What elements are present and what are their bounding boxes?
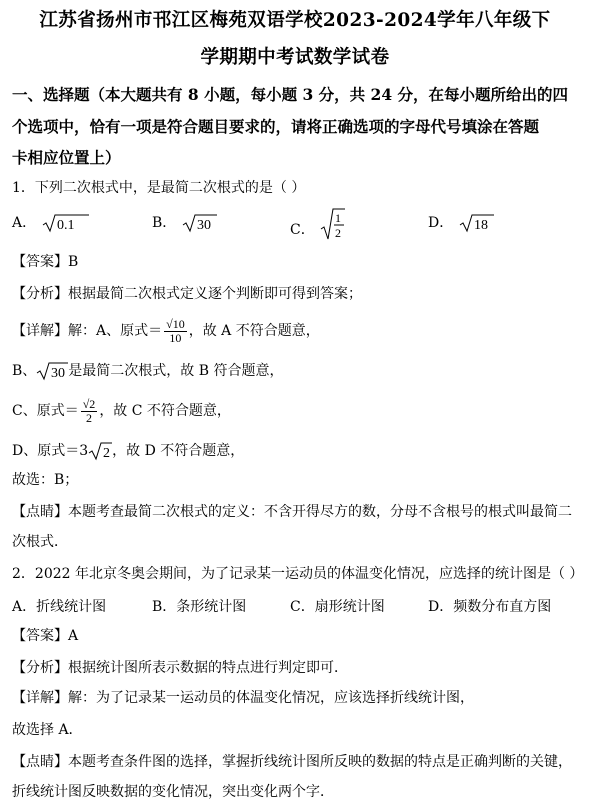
- page-title: 江苏省扬州市邗江区梅苑双语学校2023-2024学年八年级下: [39, 10, 551, 31]
- radical-sign-icon: [41, 212, 89, 234]
- option-a: [12, 596, 106, 616]
- option-b-radicand: 30: [196, 218, 211, 233]
- detail-b-suffix: 是最简二次根式，故 B 符合题意，: [68, 363, 284, 379]
- radical-sign-icon: [88, 440, 112, 462]
- option-b: [152, 596, 246, 616]
- option-d-radicand: 18: [473, 218, 488, 233]
- option-d: [428, 212, 494, 234]
- question-1-detail-b: [12, 360, 284, 382]
- question-2-comment-line2: 折线统计图反映数据的变化情况，突出变化两个字．: [12, 784, 334, 800]
- option-c: [290, 206, 345, 242]
- option-letter: C．: [290, 599, 315, 615]
- detail-a-suffix: ，故 A 不符合题意，: [188, 323, 320, 339]
- radical-sign-icon: [458, 212, 494, 234]
- option-text: 扇形统计图: [314, 599, 385, 615]
- radical-fraction-icon: [319, 206, 345, 242]
- question-1-stem: 1．下列二次根式中，是最简二次根式的是（ ）: [12, 180, 306, 196]
- question-2-choice: 故选择 A．: [12, 722, 83, 738]
- fraction-denominator: 10: [169, 330, 182, 345]
- fraction-numerator: √2: [82, 396, 96, 411]
- option-letter: D．: [428, 599, 454, 615]
- option-c-numerator: 1: [335, 211, 342, 225]
- fraction-denominator: 2: [86, 410, 93, 425]
- option-d: [428, 596, 551, 616]
- option-letter: C．: [290, 222, 315, 238]
- question-1-choice: 故选：B；: [12, 472, 79, 488]
- question-2-stem: 2．2022 年北京冬奥会期间，为了记录某一运动员的体温变化情况，应选择的统计图是（ ）: [12, 566, 584, 582]
- detail-c-suffix: ，故 C 不符合题意，: [99, 403, 231, 419]
- detail-d-suffix: ，故 D 不符合题意，: [112, 443, 245, 459]
- detail-d-radicand: 2: [103, 446, 111, 461]
- option-text: 折线统计图: [36, 599, 107, 615]
- question-1-detail-d: [12, 440, 244, 462]
- fraction: [81, 398, 98, 425]
- radical-sign-icon: [36, 360, 68, 382]
- question-2-detail: 【详解】解：为了记录某一运动员的体温变化情况，应该选择折线统计图，: [12, 690, 474, 706]
- option-a-radicand: 0.1: [56, 218, 75, 233]
- question-1-comment-line2: 次根式．: [12, 534, 68, 550]
- question-2-options: [12, 596, 582, 618]
- option-c: [290, 596, 385, 616]
- option-text: 频数分布直方图: [453, 599, 552, 615]
- section-heading-line3: 卡相应位置上）: [12, 148, 121, 167]
- option-letter: A．: [12, 215, 37, 231]
- question-2-comment-line1: 【点睛】本题考查条件图的选择，掌握折线统计图所反映的数据的特点是正确判断的关键，: [12, 754, 572, 770]
- detail-b-prefix: B、: [12, 363, 37, 379]
- question-2-answer: 【答案】A: [12, 628, 79, 644]
- question-1-comment-line1: 【点睛】本题考查最简二次根式的定义：不含开得尽方的数，分母不含根号的根式叫最简二: [12, 504, 572, 520]
- detail-d-prefix: D、原式＝3: [12, 443, 89, 459]
- option-letter: B．: [152, 599, 177, 615]
- question-2-analysis: 【分析】根据统计图所表示数据的特点进行判定即可．: [12, 660, 348, 676]
- detail-b-radicand: 30: [51, 366, 66, 381]
- section-heading-line1: 一、选择题（本大题共有 8 小题，每小题 3 分，共 24 分，在每小题所给出的四: [12, 85, 569, 104]
- option-c-denominator: 2: [335, 226, 342, 240]
- option-a: [12, 212, 89, 234]
- question-1-detail-c: [12, 394, 231, 428]
- fraction-numerator: √10: [166, 316, 185, 331]
- option-letter: A．: [12, 599, 37, 615]
- option-letter: B．: [152, 215, 177, 231]
- section-heading-line2: 个选项中，恰有一项是符合题目要求的，请将正确选项的字母代号填涂在答题: [12, 117, 540, 136]
- question-1-detail-a: [12, 314, 320, 348]
- option-text: 条形统计图: [176, 599, 247, 615]
- option-b: [152, 212, 217, 234]
- page-title-line2: 学期期中考试数学试卷: [200, 47, 390, 68]
- detail-c-prefix: C、原式＝: [12, 403, 79, 419]
- question-1-options: [12, 211, 582, 240]
- question-1-answer: 【答案】B: [12, 254, 79, 270]
- option-letter: D．: [428, 215, 454, 231]
- radical-sign-icon: [181, 212, 217, 234]
- question-1-analysis: 【分析】根据最简二次根式定义逐个判断即可得到答案；: [12, 286, 362, 302]
- detail-a-prefix: 【详解】解：A、原式＝: [12, 323, 163, 339]
- fraction: [164, 318, 187, 345]
